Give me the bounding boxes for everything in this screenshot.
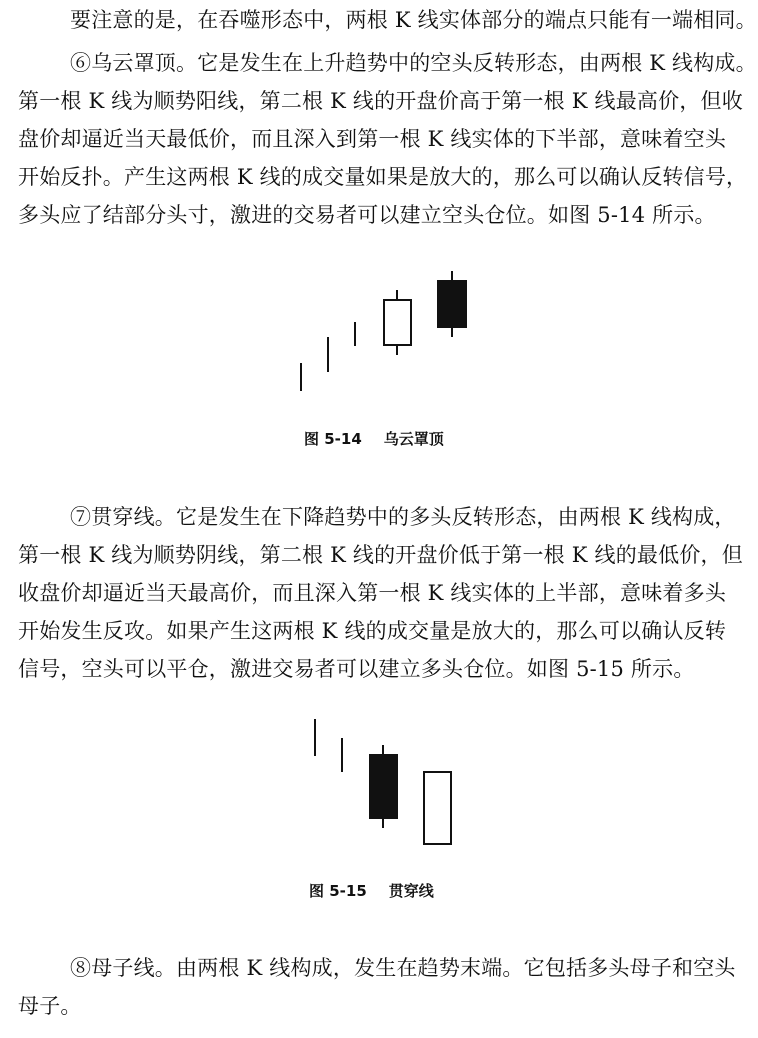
figure-title: 贯穿线 (388, 882, 434, 900)
text-line: 母子。 (18, 994, 82, 1018)
text-line: 盘价却逼近当天最低价，而且深入到第一根 K 线实体的下半部，意味着空头 (18, 127, 727, 151)
text-line: ⑦贯穿线。它是发生在下降趋势中的多头反转形态，由两根 K 线构成， (70, 505, 736, 529)
text-line: ⑧母子线。由两根 K 线构成，发生在趋势末端。它包括多头母子和空头 (70, 956, 736, 980)
text-line: 要注意的是，在吞噬形态中，两根 K 线实体部分的端点只能有一端相同。 (70, 8, 757, 32)
figure-caption-5-15 (309, 881, 434, 901)
figure-title: 乌云罩顶 (383, 430, 444, 448)
figure-number: 图 5-14 (304, 430, 362, 448)
text-line: 第一根 K 线为顺势阳线，第二根 K 线的开盘价高于第一根 K 线最高价，但收 (18, 89, 743, 113)
text-line: 第一根 K 线为顺势阴线，第二根 K 线的开盘价低于第一根 K 线的最低价，但 (18, 543, 743, 567)
text-line: 开始发生反攻。如果产生这两根 K 线的成交量是放大的，那么可以确认反转 (18, 619, 727, 643)
figure-number: 图 5-15 (309, 882, 367, 900)
text-line: 多头应了结部分头寸，激进的交易者可以建立空头仓位。如图 5-14 所示。 (18, 203, 716, 227)
text-line: 收盘价却逼近当天最高价，而且深入第一根 K 线实体的上半部，意味着多头 (18, 581, 727, 605)
text-line: 开始反扑。产生这两根 K 线的成交量如果是放大的，那么可以确认反转信号， (18, 165, 748, 189)
bullish-candle (424, 772, 451, 844)
text-line: 信号，空头可以平仓，激进交易者可以建立多头仓位。如图 5-15 所示。 (18, 657, 695, 681)
text-line: ⑥乌云罩顶。它是发生在上升趋势中的空头反转形态，由两根 K 线构成。 (70, 51, 757, 75)
bearish-candle (370, 745, 397, 828)
